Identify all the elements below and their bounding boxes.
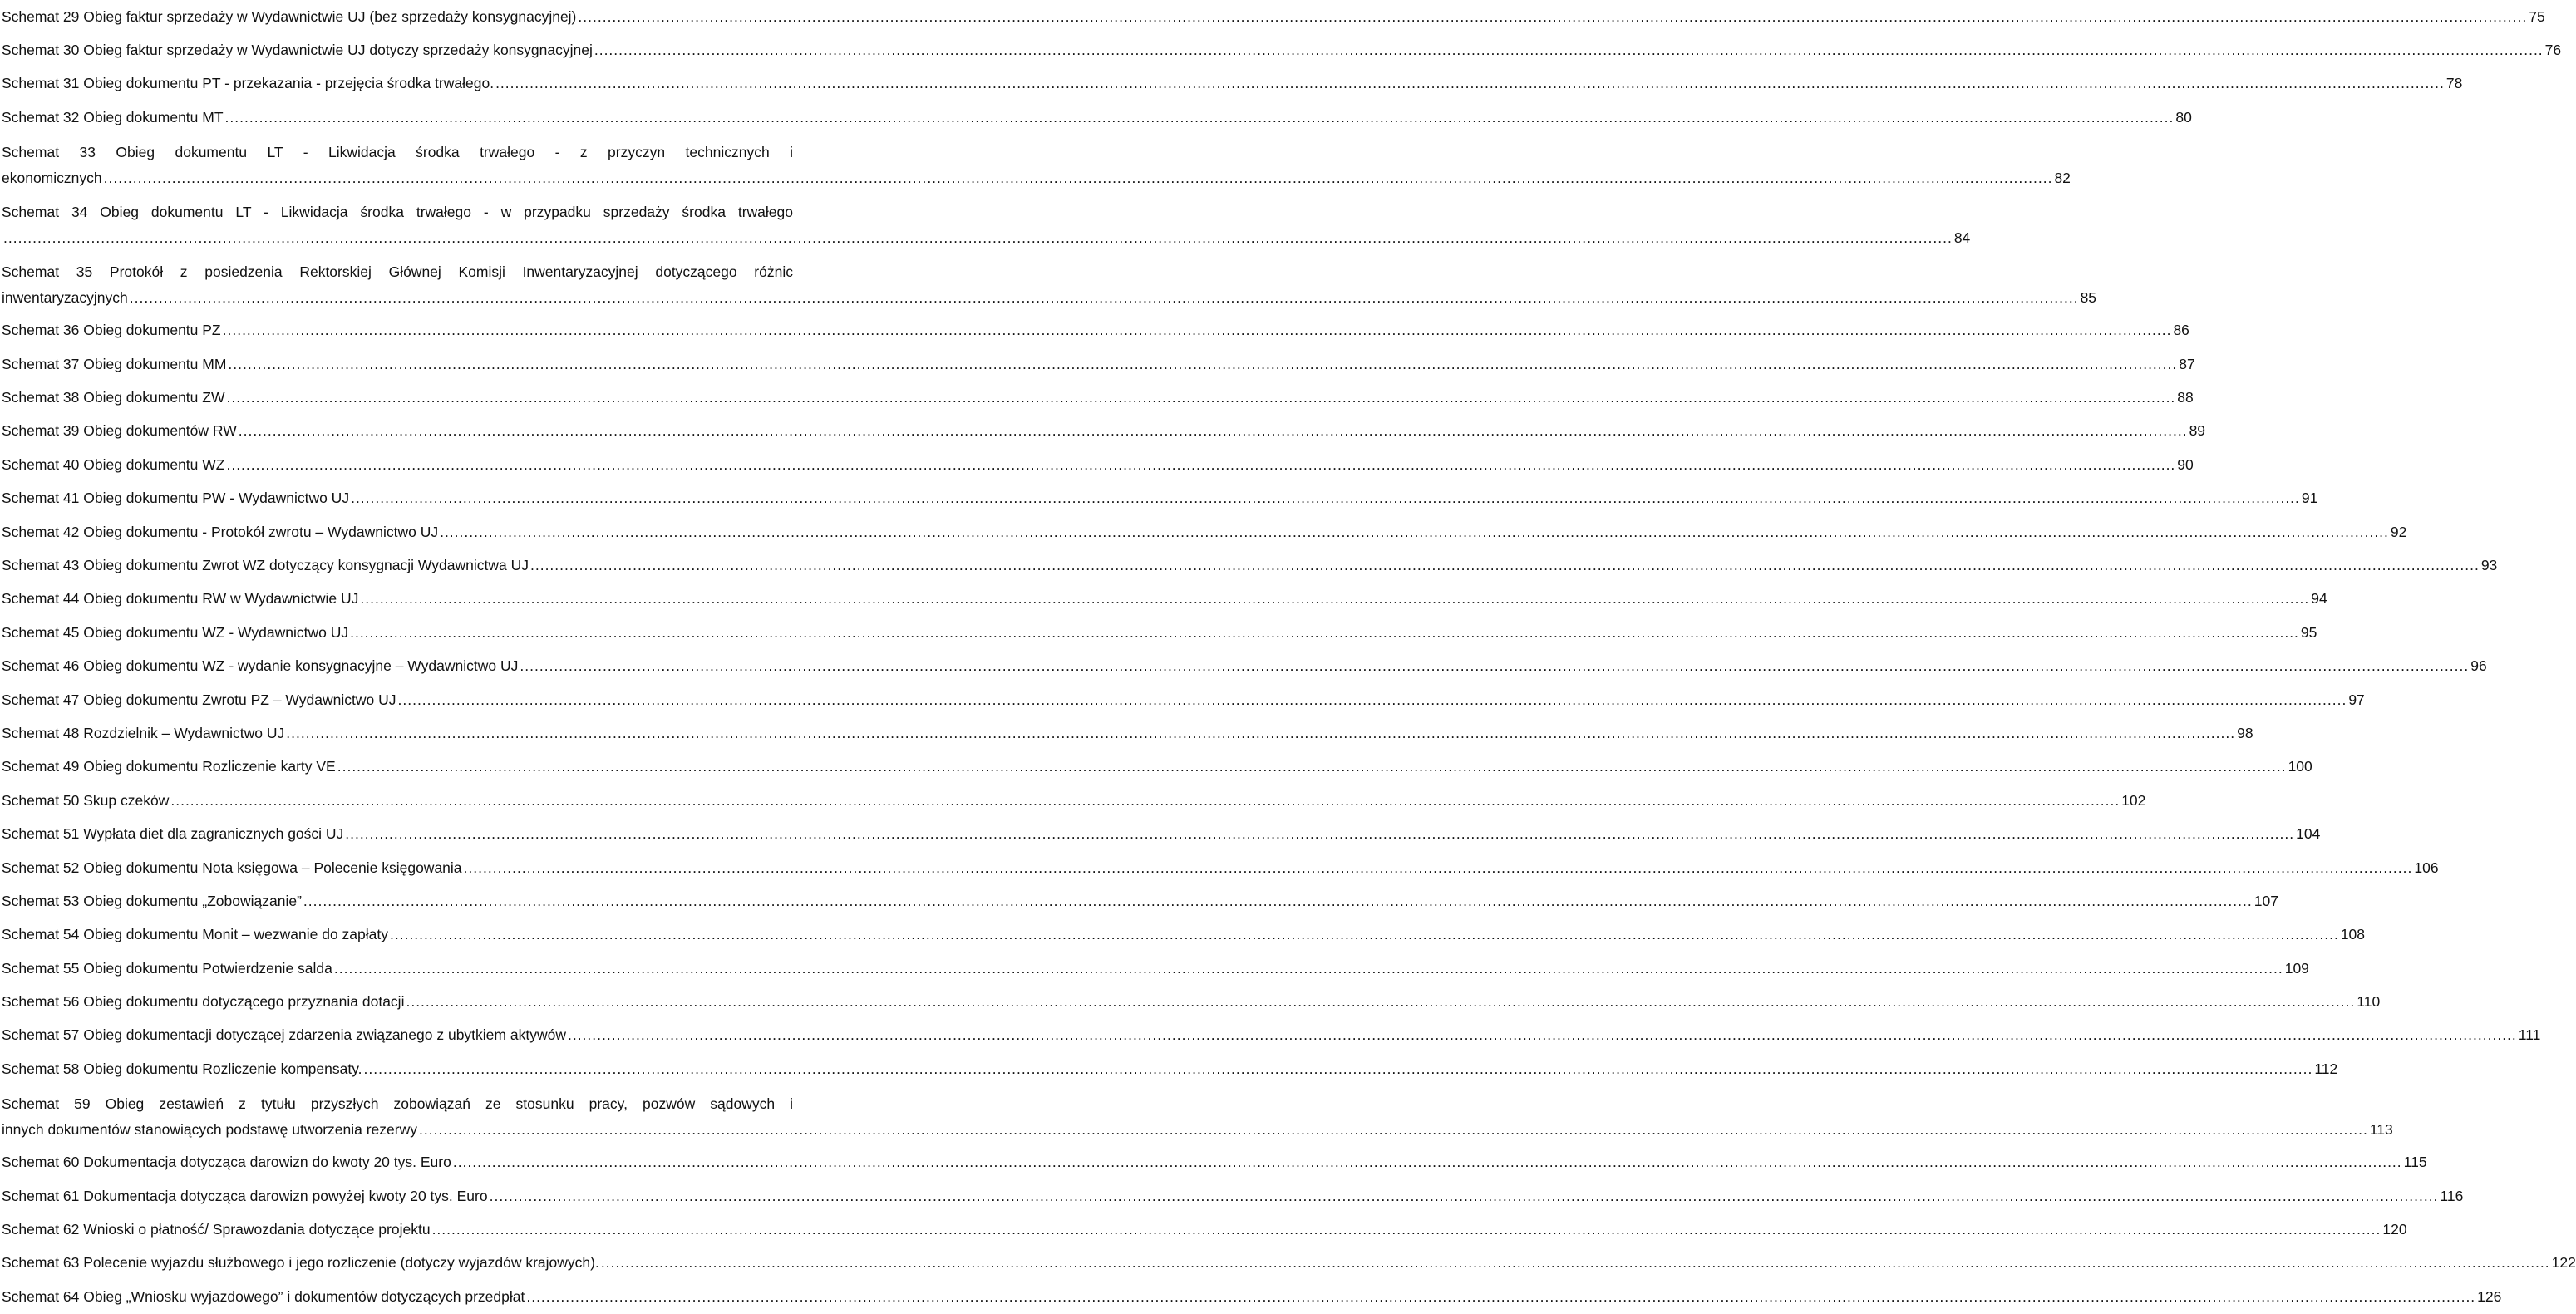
dot-leader: ................................................................................................................................................................................................................................................................................................................................................................................................................ [440, 523, 2389, 540]
toc-entry-title: Schemat 57 Obieg dokumentacji dotyczącej zdarzenia związanego z ubytkiem aktywów [2, 1026, 566, 1044]
toc-entry[interactable] [2, 1052, 2338, 1085]
toc-entry-page-number: 102 [2121, 791, 2146, 809]
toc-entry-page-number: 100 [2288, 758, 2312, 775]
toc-entry-title: Schemat 46 Obieg dokumentu WZ - wydanie konsygnacyjne – Wydawnictwo UJ [2, 657, 519, 675]
toc-entry-title-line1: Schemat 35 Protokół z posiedzenia Rektorskiej Głównej Komisji Inwentaryzacyjnej dotyczącego różnic [2, 263, 793, 280]
toc-entry-page-number: 80 [2175, 108, 2192, 125]
toc-entry[interactable] [2, 33, 2562, 66]
toc-entry[interactable] [2, 784, 2146, 817]
dot-leader: ................................................................................................................................................................................................................................................................................................................................................................................................................ [529, 556, 2480, 573]
toc-entry-page-number: 94 [2311, 590, 2327, 608]
toc-entry-title: Schemat 36 Obieg dokumentu PZ [2, 322, 221, 339]
toc-entry-title: Schemat 41 Obieg dokumentu PW - Wydawnictwo UJ [2, 490, 350, 507]
toc-entry-title: Schemat 64 Obieg „Wniosku wyjazdowego” i dokumentów dotyczących przedpłat [2, 1287, 525, 1305]
toc-entry-title: Schemat 29 Obieg faktur sprzedaży w Wydawnictwie UJ (bez sprzedaży konsygnacyjnej) [2, 7, 577, 25]
dot-leader: ................................................................................................................................................................................................................................................................................................................................................................................................................ [520, 657, 2470, 675]
toc-entry-page-number: 107 [2253, 892, 2278, 909]
dot-leader: ................................................................................................................................................................................................................................................................................................................................................................................................................ [170, 791, 2120, 809]
toc-entry[interactable] [2, 194, 1971, 254]
toc-entry-page-number: 84 [1953, 229, 1971, 246]
dot-leader: ................................................................................................................................................................................................................................................................................................................................................................................................................ [103, 169, 2053, 186]
dot-leader: ................................................................................................................................................................................................................................................................................................................................................................................................................ [129, 288, 2079, 306]
toc-entry[interactable] [2, 515, 2407, 549]
toc-entry[interactable] [2, 67, 2463, 101]
toc-entry-page-number: 98 [2237, 724, 2253, 741]
toc-entry-page-number: 122 [2551, 1254, 2576, 1272]
toc-entry-page-number: 85 [2080, 288, 2097, 306]
toc-entry[interactable] [2, 347, 2195, 381]
toc-entry-page-number: 109 [2284, 959, 2309, 977]
toc-entry-title: Schemat 45 Obieg dokumentu WZ - Wydawnictwo UJ [2, 623, 349, 641]
toc-entry[interactable] [2, 583, 2327, 616]
toc-entry[interactable] [2, 1280, 2502, 1313]
toc-entry-title: Schemat 44 Obieg dokumentu RW w Wydawnictwie UJ [2, 590, 359, 608]
toc-entry[interactable] [2, 482, 2318, 515]
dot-leader: ................................................................................................................................................................................................................................................................................................................................................................................................................ [337, 758, 2287, 775]
dot-leader: ................................................................................................................................................................................................................................................................................................................................................................................................................ [463, 859, 2413, 876]
toc-entry[interactable] [2, 1086, 2393, 1146]
toc-entry-title: Schemat 39 Obieg dokumentów RW [2, 422, 237, 440]
dot-leader: ................................................................................................................................................................................................................................................................................................................................................................................................................ [238, 422, 2188, 440]
toc-entry-title-line2: inwentaryzacyjnych [2, 288, 128, 306]
toc-entry-title-line2: ekonomicznych [2, 169, 102, 186]
toc-entry[interactable] [2, 314, 2189, 347]
toc-entry-page-number: 91 [2301, 490, 2318, 507]
dot-leader: ................................................................................................................................................................................................................................................................................................................................................................................................................ [222, 322, 2172, 339]
toc-entry-title: Schemat 50 Skup czeków [2, 791, 170, 809]
toc-entry-page-number: 104 [2296, 825, 2321, 843]
toc-entry-page-number: 78 [2445, 75, 2463, 92]
toc-entry-title: Schemat 60 Dokumentacja dotycząca darowizn do kwoty 20 tys. Euro [2, 1154, 451, 1171]
toc-entry[interactable] [2, 549, 2498, 582]
toc-entry-title-line1: Schemat 34 Obieg dokumentu LT - Likwidacja środka trwałego - w przypadku sprzedaży środka trwałego [2, 203, 793, 220]
dot-leader: ................................................................................................................................................................................................................................................................................................................................................................................................................ [578, 7, 2528, 25]
toc-entry-title: Schemat 48 Rozdzielnik – Wydawnictwo UJ [2, 724, 285, 741]
toc-entry-page-number: 112 [2314, 1060, 2338, 1077]
toc-entry-page-number: 93 [2480, 556, 2498, 573]
toc-entry-page-number: 120 [2382, 1221, 2407, 1238]
toc-entry-title: Schemat 43 Obieg dokumentu Zwrot WZ dotyczący konsygnacji Wydawnictwa UJ [2, 556, 529, 573]
dot-leader: ................................................................................................................................................................................................................................................................................................................................................................................................................ [390, 926, 2339, 943]
dot-leader: ................................................................................................................................................................................................................................................................................................................................................................................................................ [226, 455, 2176, 473]
dot-leader: ................................................................................................................................................................................................................................................................................................................................................................................................................ [594, 42, 2544, 59]
dot-leader: ................................................................................................................................................................................................................................................................................................................................................................................................................ [360, 590, 2310, 608]
toc-entry-title: Schemat 31 Obieg dokumentu PT - przekazania - przejęcia środka trwałego. [2, 75, 495, 92]
toc-entry-page-number: 90 [2177, 455, 2194, 473]
toc-entry-page-number: 82 [2054, 169, 2071, 186]
toc-entry[interactable] [2, 1146, 2427, 1179]
toc-entry[interactable] [2, 649, 2487, 682]
toc-entry[interactable] [2, 952, 2309, 985]
toc-entry-page-number: 111 [2518, 1026, 2541, 1044]
toc-entry[interactable] [2, 448, 2194, 481]
toc-entry-page-number: 96 [2470, 657, 2487, 675]
dot-leader: ................................................................................................................................................................................................................................................................................................................................................................................................................ [226, 389, 2176, 406]
toc-entry-line2 [2, 1117, 2393, 1143]
toc-entry-line2 [2, 165, 2071, 191]
toc-entry[interactable] [2, 254, 2097, 314]
toc-entry[interactable] [2, 0, 2545, 33]
toc-entry-title: Schemat 54 Obieg dokumentu Monit – wezwanie do zapłaty [2, 926, 388, 943]
dot-leader: ................................................................................................................................................................................................................................................................................................................................................................................................................ [363, 1060, 2313, 1077]
toc-entry[interactable] [2, 616, 2317, 649]
toc-entry[interactable] [2, 1179, 2464, 1213]
dot-leader: ................................................................................................................................................................................................................................................................................................................................................................................................................ [303, 892, 2253, 909]
toc-entry-page-number: 97 [2348, 691, 2365, 708]
toc-entry-title: Schemat 37 Obieg dokumentu MM [2, 355, 227, 372]
toc-entry-title: Schemat 49 Obieg dokumentu Rozliczenie karty VE [2, 758, 336, 775]
toc-entry-page-number: 115 [2403, 1154, 2427, 1171]
dot-leader: ................................................................................................................................................................................................................................................................................................................................................................................................................ [351, 490, 2300, 507]
toc-entry-title: Schemat 47 Obieg dokumentu Zwrotu PZ – Wydawnictwo UJ [2, 691, 396, 708]
toc-entry[interactable] [2, 851, 2439, 884]
toc-entry-line2 [2, 285, 2097, 311]
dot-leader: ................................................................................................................................................................................................................................................................................................................................................................................................................ [452, 1154, 2402, 1171]
toc-entry-page-number: 116 [2440, 1187, 2464, 1204]
dot-leader: ................................................................................................................................................................................................................................................................................................................................................................................................................ [406, 993, 2356, 1011]
toc-entry[interactable] [2, 751, 2312, 784]
toc-entry[interactable] [2, 1247, 2576, 1280]
dot-leader: ................................................................................................................................................................................................................................................................................................................................................................................................................ [228, 355, 2178, 372]
dot-leader: ................................................................................................................................................................................................................................................................................................................................................................................................................ [431, 1221, 2381, 1238]
toc-entry[interactable] [2, 884, 2278, 918]
toc-entry-page-number: 110 [2357, 993, 2381, 1011]
toc-entry-line2 [2, 225, 1971, 251]
toc-entry-page-number: 87 [2179, 355, 2195, 372]
dot-leader: ................................................................................................................................................................................................................................................................................................................................................................................................................ [526, 1287, 2476, 1305]
dot-leader: ................................................................................................................................................................................................................................................................................................................................................................................................................ [3, 229, 1953, 246]
toc-entry[interactable] [2, 1019, 2541, 1052]
toc-entry-title: Schemat 52 Obieg dokumentu Nota księgowa – Polecenie księgowania [2, 859, 462, 876]
dot-leader: ................................................................................................................................................................................................................................................................................................................................................................................................................ [333, 959, 2283, 977]
toc-entry[interactable] [2, 101, 2192, 134]
toc-entry-title: Schemat 55 Obieg dokumentu Potwierdzenie salda [2, 959, 332, 977]
toc-entry[interactable] [2, 1213, 2407, 1246]
dot-leader: ................................................................................................................................................................................................................................................................................................................................................................................................................ [350, 623, 2299, 641]
toc-entry-page-number: 76 [2544, 42, 2562, 59]
toc-entry-page-number: 106 [2414, 859, 2439, 876]
toc-entry-title-line1: Schemat 33 Obieg dokumentu LT - Likwidacja środka trwałego - z przyczyn technicznych i [2, 143, 793, 160]
toc-entry-title: Schemat 62 Wnioski o płatność/ Sprawozdania dotyczące projektu [2, 1221, 431, 1238]
toc-entry-title: Schemat 56 Obieg dokumentu dotyczącego przyznania dotacji [2, 993, 405, 1011]
toc-entry-title: Schemat 61 Dokumentacja dotycząca darowizn powyżej kwoty 20 tys. Euro [2, 1187, 488, 1204]
dot-leader: ................................................................................................................................................................................................................................................................................................................................................................................................................ [600, 1254, 2550, 1272]
toc-entry-title: Schemat 30 Obieg faktur sprzedaży w Wydawnictwie UJ dotyczy sprzedaży konsygnacyjnej [2, 42, 593, 59]
toc-entry[interactable] [2, 817, 2321, 850]
toc-entry[interactable] [2, 716, 2253, 750]
toc-entry[interactable] [2, 135, 2071, 194]
toc-entry-title-line2: innych dokumentów stanowiących podstawę utworzenia rezerwy [2, 1120, 417, 1138]
toc-entry-title: Schemat 32 Obieg dokumentu MT [2, 108, 224, 125]
toc-entry[interactable] [2, 683, 2365, 716]
toc-entry-title: Schemat 40 Obieg dokumentu WZ [2, 455, 225, 473]
dot-leader: ................................................................................................................................................................................................................................................................................................................................................................................................................ [489, 1187, 2439, 1204]
toc-entry[interactable] [2, 985, 2381, 1018]
toc-entry-title: Schemat 51 Wypłata diet dla zagranicznych gości UJ [2, 825, 344, 843]
toc-entry-page-number: 126 [2477, 1287, 2502, 1305]
dot-leader: ................................................................................................................................................................................................................................................................................................................................................................................................................ [418, 1120, 2368, 1138]
toc-entry-title: Schemat 42 Obieg dokumentu - Protokół zwrotu – Wydawnictwo UJ [2, 523, 439, 540]
dot-leader: ................................................................................................................................................................................................................................................................................................................................................................................................................ [286, 724, 2236, 741]
dot-leader: ................................................................................................................................................................................................................................................................................................................................................................................................................ [567, 1026, 2517, 1044]
toc-entry-title: Schemat 58 Obieg dokumentu Rozliczenie kompensaty. [2, 1060, 362, 1077]
toc-entry-page-number: 89 [2189, 422, 2206, 440]
toc-entry-page-number: 92 [2390, 523, 2407, 540]
dot-leader: ................................................................................................................................................................................................................................................................................................................................................................................................................ [345, 825, 2295, 843]
dot-leader: ................................................................................................................................................................................................................................................................................................................................................................................................................ [397, 691, 2347, 708]
dot-leader: ................................................................................................................................................................................................................................................................................................................................................................................................................ [224, 108, 2175, 125]
toc-entry[interactable] [2, 381, 2194, 414]
toc-entry-page-number: 86 [2173, 322, 2189, 339]
toc-entry-title-line1: Schemat 59 Obieg zestawień z tytułu przyszłych zobowiązań ze stosunku pracy, pozwów sądowych i [2, 1095, 793, 1112]
toc-entry-page-number: 88 [2177, 389, 2194, 406]
toc-entry[interactable] [2, 415, 2206, 448]
toc-entry-page-number: 113 [2369, 1120, 2393, 1138]
toc-entry-page-number: 108 [2340, 926, 2366, 943]
toc-entry-page-number: 75 [2529, 7, 2545, 25]
toc-entry[interactable] [2, 918, 2366, 952]
toc-entry-title: Schemat 63 Polecenie wyjazdu służbowego i jego rozliczenie (dotyczy wyjazdów krajowych). [2, 1254, 599, 1272]
toc-entry-page-number: 95 [2300, 623, 2317, 641]
toc-entry-title: Schemat 53 Obieg dokumentu „Zobowiązanie” [2, 892, 302, 909]
toc-entry-title: Schemat 38 Obieg dokumentu ZW [2, 389, 225, 406]
dot-leader: ................................................................................................................................................................................................................................................................................................................................................................................................................ [495, 75, 2445, 92]
